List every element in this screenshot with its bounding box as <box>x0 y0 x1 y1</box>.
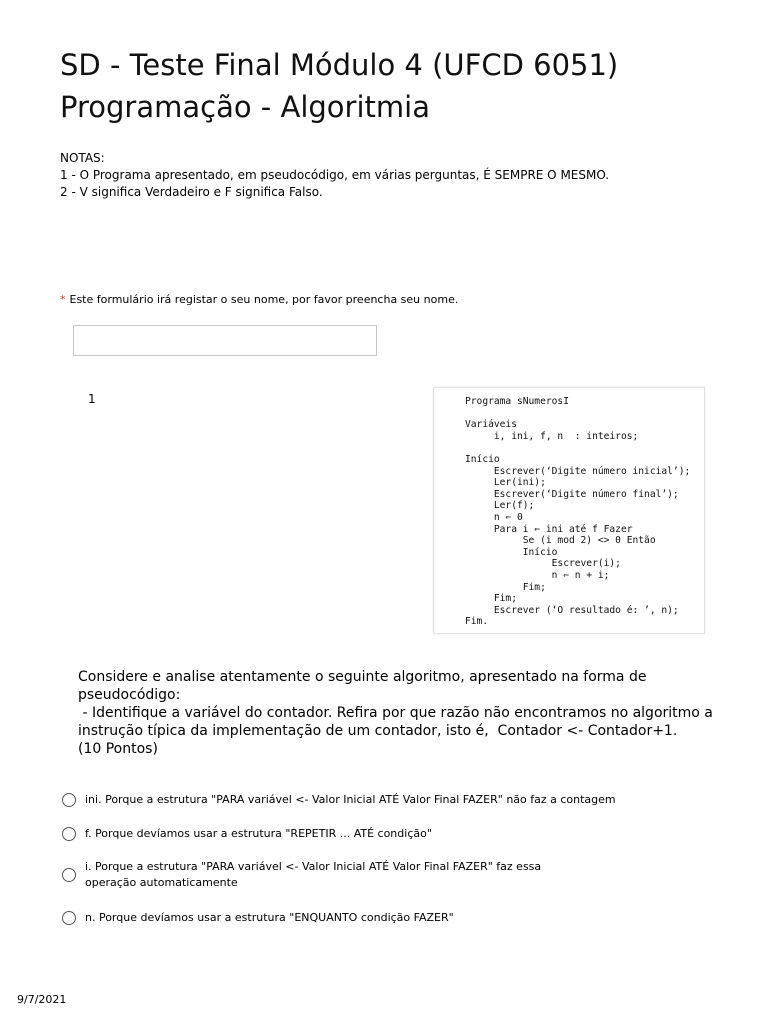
option-ini[interactable] <box>62 792 682 808</box>
question-points: (10 Pontos) <box>78 741 158 757</box>
name-question-label <box>60 292 740 308</box>
option-n[interactable] <box>62 910 682 926</box>
form-title <box>60 44 740 128</box>
radio-button[interactable] <box>62 868 76 882</box>
option-i[interactable] <box>62 859 682 891</box>
option-label: n. Porque devíamos usar a estrutura "ENQUANTO condição FAZER" <box>85 911 454 924</box>
notes-section <box>60 150 740 201</box>
question-text-line3: - Identifique a variável do contador. Refira por que razão não encontramos no algoritmo a <box>78 705 713 721</box>
question-text-line1: Considere e analise atentamente o seguinte algoritmo, apresentado na forma de <box>78 669 647 685</box>
radio-button[interactable] <box>62 793 76 807</box>
radio-button[interactable] <box>62 911 76 925</box>
notes-line2: 2 - V significa Verdadeiro e F significa Falso. <box>60 185 323 199</box>
required-asterisk: * <box>60 293 66 306</box>
question-text <box>78 668 718 758</box>
question-number: 1 <box>88 392 96 406</box>
form-title-line1: SD - Teste Final Módulo 4 (UFCD 6051) <box>60 48 619 82</box>
pseudocode-image <box>433 387 705 634</box>
name-input[interactable] <box>73 325 377 356</box>
pseudocode-text: Programa sNumerosI Variáveis i, ini, f, n : inteiros; Início Escrever(‘Digite número inicial’); Ler(ini); Escrever(‘Digite número final’); Ler(f); n ⇐ 0 Para i ⇐ ini até f Fazer Se (i mod 2) <> 0 Então Início Escrever(i); n ⇐ n + i; Fim; Fim; Escrever (‘O resultado é: ’, n); Fim. <box>465 396 691 628</box>
form-title-line2: Programação - Algoritmia <box>60 90 430 124</box>
option-label: f. Porque devíamos usar a estrutura "REPETIR ... ATÉ condição" <box>85 827 432 840</box>
name-question-text: Este formulário irá registar o seu nome, por favor preencha seu nome. <box>69 293 459 306</box>
option-f[interactable] <box>62 826 682 842</box>
notes-heading: NOTAS: <box>60 151 105 165</box>
print-date: 9/7/2021 <box>17 993 67 1006</box>
question-text-line4: instrução típica da implementação de um contador, isto é, Contador <- Contador+1. <box>78 723 678 739</box>
notes-line1: 1 - O Programa apresentado, em pseudocódigo, em várias perguntas, É SEMPRE O MESMO. <box>60 168 610 182</box>
option-label: ini. Porque a estrutura "PARA variável <- Valor Inicial ATÉ Valor Final FAZER" não faz a contagem <box>85 793 616 806</box>
radio-button[interactable] <box>62 827 76 841</box>
question-text-line2: pseudocódigo: <box>78 687 181 703</box>
option-label: i. Porque a estrutura "PARA variável <- Valor Inicial ATÉ Valor Final FAZER" faz essa operação automaticamente <box>85 860 542 889</box>
